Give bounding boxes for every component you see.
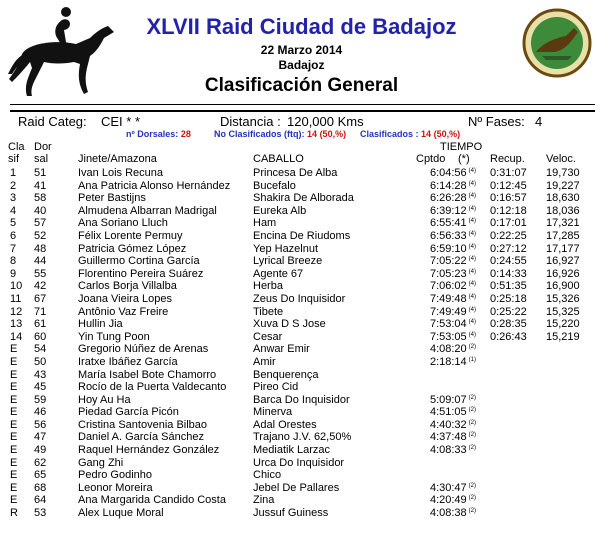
cell-clasif: 14 xyxy=(10,330,23,343)
cell-tiempo-value: 6:56:33 xyxy=(429,229,467,242)
table-row xyxy=(0,268,603,281)
cell-tiempo-note: (2) xyxy=(468,445,476,452)
clasificados-label: Clasificados : xyxy=(360,129,419,139)
cell-clasif: E xyxy=(10,368,18,381)
cell-jinete: Florentino Pereira Suárez xyxy=(78,267,204,280)
cell-tiempo-value: 4:37:48 xyxy=(429,431,467,444)
cell-veloc: 18,036 xyxy=(546,204,580,217)
col-header-recup: Recup. xyxy=(490,153,525,165)
cell-caballo: Eureka Alb xyxy=(253,204,307,217)
cell-tiempo-value: 7:53:05 xyxy=(429,330,467,343)
cell-jinete: Gregorio Núñez de Arenas xyxy=(78,343,209,356)
cell-tiempo-note: (4) xyxy=(468,268,476,275)
col-header-caballo: CABALLO xyxy=(253,153,304,165)
cell-clasif: 9 xyxy=(10,267,17,280)
col-header-veloc: Veloc. xyxy=(546,153,576,165)
cell-recup: 0:27:12 xyxy=(490,242,527,255)
cell-jinete: Rocío de la Puerta Valdecanto xyxy=(78,381,227,394)
table-row xyxy=(0,280,603,293)
cell-tiempo-note: (1) xyxy=(468,356,476,363)
cell-clasif: 1 xyxy=(10,167,17,179)
cell-clasif: 3 xyxy=(10,192,17,205)
col-header-sif: sif xyxy=(8,153,19,165)
cell-jinete: Patricia Gómez López xyxy=(78,242,187,255)
cell-jinete: Hoy Au Ha xyxy=(78,393,131,406)
cell-jinete: Yin Tung Poon xyxy=(78,330,150,343)
table-row xyxy=(0,306,603,319)
table-row xyxy=(0,419,603,432)
cell-caballo: Xuva D S Jose xyxy=(253,318,326,331)
table-row xyxy=(0,431,603,444)
cell-jinete: Piedad García Picón xyxy=(78,406,179,419)
cell-clasif: E xyxy=(10,494,18,507)
cell-jinete: Raquel Hernández González xyxy=(78,444,220,457)
cell-jinete: Hullin Jia xyxy=(78,318,123,331)
cell-clasif: E xyxy=(10,355,18,368)
cell-tiempo-note: (4) xyxy=(468,319,476,326)
cell-tiempo xyxy=(390,230,476,243)
cell-tiempo-note: (4) xyxy=(468,180,476,187)
results-table xyxy=(0,167,603,520)
cell-tiempo xyxy=(390,255,476,268)
table-row xyxy=(0,230,603,243)
cell-dorsal: 48 xyxy=(34,242,47,255)
table-row xyxy=(0,343,603,356)
cell-dorsal: 61 xyxy=(34,318,47,331)
cell-tiempo xyxy=(390,318,476,331)
cell-jinete: Guillermo Cortina García xyxy=(78,255,200,268)
table-row xyxy=(0,255,603,268)
table-row xyxy=(0,469,603,482)
cell-tiempo-note: (4) xyxy=(468,168,476,174)
col-header-cla: Cla xyxy=(8,141,25,153)
table-row xyxy=(0,192,603,205)
dorsales-label: nº Dorsales: xyxy=(126,129,179,139)
cell-jinete: Ivan Lois Recuna xyxy=(78,167,163,179)
cell-clasif: E xyxy=(10,469,18,482)
clasificados-count xyxy=(360,129,460,139)
cell-caballo: Agente 67 xyxy=(253,267,304,280)
col-header-tiempo: TIEMPO xyxy=(440,141,483,153)
cell-dorsal: 42 xyxy=(34,280,47,293)
cell-dorsal: 40 xyxy=(34,204,47,217)
table-row xyxy=(0,482,603,495)
cell-tiempo xyxy=(390,343,476,356)
cell-caballo: Bucefalo xyxy=(253,179,296,192)
cell-recup: 0:25:22 xyxy=(490,305,527,318)
cell-caballo: Barca Do Inquisidor xyxy=(253,393,350,406)
table-row xyxy=(0,217,603,230)
cell-tiempo-note: (4) xyxy=(468,256,476,263)
phases-value: 4 xyxy=(535,114,543,129)
cell-caballo: Anwar Emir xyxy=(253,343,310,356)
cell-tiempo-note: (4) xyxy=(468,230,476,237)
cell-caballo: Jebel De Pallares xyxy=(253,481,340,494)
cell-tiempo-note: (4) xyxy=(468,306,476,313)
cell-veloc: 18,630 xyxy=(546,192,580,205)
cell-recup: 0:28:35 xyxy=(490,318,527,331)
cell-dorsal: 52 xyxy=(34,229,47,242)
cell-tiempo xyxy=(390,469,476,482)
cell-tiempo xyxy=(390,192,476,205)
cell-clasif: E xyxy=(10,444,18,457)
cell-tiempo xyxy=(390,494,476,507)
cell-dorsal: 59 xyxy=(34,393,47,406)
cell-tiempo-note: (2) xyxy=(468,407,476,414)
cell-tiempo-value: 7:05:23 xyxy=(429,267,467,280)
cell-tiempo-value: 7:49:48 xyxy=(429,292,467,305)
cell-caballo: Minerva xyxy=(253,406,293,419)
cell-veloc: 16,900 xyxy=(546,280,580,293)
cell-tiempo-value: 4:40:32 xyxy=(429,418,467,431)
cell-tiempo-value: 6:14:28 xyxy=(429,179,467,192)
cell-clasif: E xyxy=(10,456,18,469)
cell-tiempo xyxy=(390,205,476,218)
dorsales-count xyxy=(126,129,191,139)
cell-caballo: Zeus Do Inquisidor xyxy=(253,292,346,305)
cell-tiempo-value: 4:30:47 xyxy=(429,481,467,494)
cell-caballo: Shakira De Alborada xyxy=(253,192,354,205)
col-header-dor: Dor xyxy=(34,141,52,153)
cell-tiempo xyxy=(390,381,476,394)
cell-dorsal: 53 xyxy=(34,507,47,520)
cell-tiempo-note: (2) xyxy=(468,432,476,439)
cell-tiempo xyxy=(390,293,476,306)
raid-category-value: CEI * * xyxy=(101,114,141,129)
cell-tiempo xyxy=(390,419,476,432)
cell-dorsal: 55 xyxy=(34,267,47,280)
cell-tiempo-value: 7:05:22 xyxy=(429,255,467,268)
cell-caballo: Herba xyxy=(253,280,283,293)
cell-clasif: R xyxy=(10,507,18,520)
cell-caballo: Princesa De Alba xyxy=(253,167,338,179)
cell-tiempo xyxy=(390,331,476,344)
cell-caballo: Mediatik Larzac xyxy=(253,444,331,457)
cell-clasif: E xyxy=(10,393,18,406)
cell-veloc: 15,325 xyxy=(546,305,580,318)
cell-recup: 0:24:55 xyxy=(490,255,527,268)
cell-jinete: Peter Bastijns xyxy=(78,192,146,205)
table-row xyxy=(0,205,603,218)
cell-jinete: María Isabel Bote Chamorro xyxy=(78,368,217,381)
cell-caballo: Pireo Cid xyxy=(253,381,299,394)
table-row xyxy=(0,381,603,394)
table-row xyxy=(0,293,603,306)
col-header-sal: sal xyxy=(34,153,49,165)
cell-caballo: Ham xyxy=(253,217,277,230)
cell-tiempo xyxy=(390,180,476,193)
cell-veloc: 15,220 xyxy=(546,318,580,331)
cell-tiempo-note: (2) xyxy=(468,394,476,401)
cell-clasif: 7 xyxy=(10,242,17,255)
cell-veloc: 15,326 xyxy=(546,292,580,305)
clasificados-percent: (50,%) xyxy=(433,129,461,139)
cell-caballo: Zina xyxy=(253,494,275,507)
cell-caballo: Benquerença xyxy=(253,368,319,381)
cell-tiempo xyxy=(390,268,476,281)
table-row xyxy=(0,369,603,382)
cell-tiempo-note: (4) xyxy=(468,281,476,288)
cell-dorsal: 57 xyxy=(34,217,47,230)
cell-clasif: 11 xyxy=(10,292,22,305)
cell-clasif: 6 xyxy=(10,229,17,242)
cell-recup: 0:17:01 xyxy=(490,217,527,230)
cell-clasif: E xyxy=(10,418,18,431)
divider xyxy=(10,104,595,105)
cell-dorsal: 46 xyxy=(34,406,47,419)
cell-tiempo-value: 5:09:07 xyxy=(429,393,467,406)
cell-caballo: Cesar xyxy=(253,330,283,343)
cell-tiempo xyxy=(390,406,476,419)
distance-value: 120,000 Kms xyxy=(287,114,364,129)
cell-clasif: E xyxy=(10,481,18,494)
cell-tiempo-value: 6:59:10 xyxy=(429,242,467,255)
cell-tiempo-note: (4) xyxy=(468,243,476,250)
cell-dorsal: 71 xyxy=(34,305,47,318)
cell-veloc: 17,177 xyxy=(546,242,580,255)
cell-jinete: Alex Luque Moral xyxy=(78,507,164,520)
cell-tiempo xyxy=(390,356,476,369)
cell-dorsal: 44 xyxy=(34,255,47,268)
cell-jinete: Antônio Vaz Freire xyxy=(78,305,169,318)
phases-label: Nº Fases: xyxy=(468,114,525,129)
cell-dorsal: 56 xyxy=(34,418,47,431)
cell-veloc: 19,730 xyxy=(546,167,580,179)
cell-dorsal: 58 xyxy=(34,192,47,205)
cell-recup: 0:14:33 xyxy=(490,267,527,280)
cell-tiempo-note: (2) xyxy=(468,495,476,502)
cell-veloc: 17,321 xyxy=(546,217,580,230)
cell-caballo: Amir xyxy=(253,355,276,368)
cell-dorsal: 60 xyxy=(34,330,47,343)
cell-jinete: Gang Zhi xyxy=(78,456,124,469)
cell-tiempo-value: 7:53:04 xyxy=(429,318,467,331)
table-row xyxy=(0,318,603,331)
cell-veloc: 19,227 xyxy=(546,179,580,192)
table-row xyxy=(0,494,603,507)
cell-caballo: Chico xyxy=(253,469,282,482)
cell-caballo: Tibete xyxy=(253,305,284,318)
cell-tiempo xyxy=(390,507,476,520)
cell-caballo: Lyrical Breeze xyxy=(253,255,323,268)
cell-dorsal: 50 xyxy=(34,355,47,368)
cell-recup: 0:25:18 xyxy=(490,292,527,305)
cell-tiempo-value: 6:55:41 xyxy=(429,217,467,230)
cell-jinete: Daniel A. García Sánchez xyxy=(78,431,204,444)
col-header-jinete: Jinete/Amazona xyxy=(78,153,157,165)
cell-dorsal: 41 xyxy=(34,179,47,192)
cell-recup: 0:31:07 xyxy=(490,167,527,179)
divider xyxy=(10,110,595,112)
cell-jinete: Almudena Albarran Madrigal xyxy=(78,204,217,217)
cell-clasif: 13 xyxy=(10,318,23,331)
cell-veloc: 17,285 xyxy=(546,229,580,242)
cell-tiempo xyxy=(390,394,476,407)
cell-recup: 0:16:57 xyxy=(490,192,527,205)
table-row xyxy=(0,356,603,369)
table-row xyxy=(0,167,603,180)
cell-dorsal: 43 xyxy=(34,368,47,381)
cell-dorsal: 51 xyxy=(34,167,47,179)
cell-dorsal: 64 xyxy=(34,494,47,507)
raid-category-label: Raid Categ: xyxy=(18,114,87,129)
cell-jinete: Cristina Santovenia Bilbao xyxy=(78,418,208,431)
cell-tiempo xyxy=(390,280,476,293)
cell-tiempo-note: (2) xyxy=(468,482,476,489)
cell-recup: 0:51:35 xyxy=(490,280,527,293)
cell-clasif: 10 xyxy=(10,280,23,293)
cell-clasif: E xyxy=(10,431,18,444)
no-clasificados-value: 14 xyxy=(307,129,318,139)
cell-tiempo-note: (4) xyxy=(468,293,476,300)
cell-tiempo-note: (4) xyxy=(468,205,476,212)
cell-tiempo-value: 4:51:05 xyxy=(429,406,467,419)
cell-tiempo xyxy=(390,243,476,256)
col-header-star: (*) xyxy=(458,153,470,165)
cell-veloc: 15,219 xyxy=(546,330,580,343)
no-clasificados-percent: (50,%) xyxy=(319,129,347,139)
cell-jinete: Leonor Moreira xyxy=(78,481,153,494)
cell-clasif: 5 xyxy=(10,217,17,230)
cell-tiempo-value: 7:06:02 xyxy=(429,280,467,293)
cell-dorsal: 54 xyxy=(34,343,47,356)
no-clasificados-count xyxy=(214,129,346,139)
cell-recup: 0:26:43 xyxy=(490,330,527,343)
classification-title: Clasificación General xyxy=(204,75,399,96)
cell-veloc: 16,927 xyxy=(546,255,580,268)
cell-tiempo-value: 6:04:56 xyxy=(429,167,467,179)
cell-recup: 0:22:25 xyxy=(490,229,527,242)
cell-tiempo-note: (2) xyxy=(468,508,476,515)
distance-label: Distancia : xyxy=(220,114,281,129)
cell-tiempo xyxy=(390,306,476,319)
table-row xyxy=(0,444,603,457)
cell-tiempo-value: 7:49:49 xyxy=(429,305,467,318)
cell-jinete: Iratxe Ibáñez García xyxy=(78,355,178,368)
cell-jinete: Pedro Godinho xyxy=(78,469,152,482)
cell-clasif: 4 xyxy=(10,204,17,217)
event-date: 22 Marzo 2014 xyxy=(260,43,343,57)
table-row xyxy=(0,331,603,344)
cell-tiempo xyxy=(390,482,476,495)
cell-caballo: Jussuf Guiness xyxy=(253,507,329,520)
cell-tiempo xyxy=(390,167,476,180)
cell-tiempo-value: 4:08:38 xyxy=(429,507,467,520)
table-row xyxy=(0,243,603,256)
cell-tiempo-note: (4) xyxy=(468,218,476,225)
cell-dorsal: 49 xyxy=(34,444,47,457)
dorsales-value: 28 xyxy=(180,129,191,139)
cell-tiempo xyxy=(390,444,476,457)
cell-tiempo-value: 4:20:49 xyxy=(429,494,467,507)
cell-tiempo-value: 6:26:28 xyxy=(429,192,467,205)
cell-dorsal: 45 xyxy=(34,381,47,394)
table-row xyxy=(0,406,603,419)
cell-recup: 0:12:18 xyxy=(490,204,527,217)
table-row xyxy=(0,507,603,520)
cell-caballo: Urca Do Inquisidor xyxy=(253,456,345,469)
cell-tiempo-note: (4) xyxy=(468,331,476,338)
table-row xyxy=(0,180,603,193)
cell-tiempo-value: 6:39:12 xyxy=(429,204,467,217)
cell-jinete: Ana Margarida Candido Costa xyxy=(78,494,226,507)
no-clasificados-label: No Clasificados (ftq): xyxy=(214,129,305,139)
cell-dorsal: 62 xyxy=(34,456,47,469)
cell-clasif: E xyxy=(10,343,18,356)
cell-caballo: Trajano J.V. 62,50% xyxy=(253,431,352,444)
clasificados-value: 14 xyxy=(421,129,432,139)
col-header-cptdo: Cptdo xyxy=(416,153,446,165)
cell-jinete: Ana Soriano Lluch xyxy=(78,217,168,230)
cell-clasif: 2 xyxy=(10,179,17,192)
cell-dorsal: 67 xyxy=(34,292,47,305)
cell-tiempo xyxy=(390,431,476,444)
cell-tiempo-note: (4) xyxy=(468,193,476,200)
cell-tiempo xyxy=(390,457,476,470)
cell-caballo: Yep Hazelnut xyxy=(253,242,319,255)
cell-caballo: Adal Orestes xyxy=(253,418,317,431)
cell-dorsal: 68 xyxy=(34,481,47,494)
cell-tiempo xyxy=(390,369,476,382)
cell-clasif: E xyxy=(10,381,18,394)
cell-clasif: E xyxy=(10,406,18,419)
table-row xyxy=(0,457,603,470)
cell-jinete: Ana Patricia Alonso Hernández xyxy=(78,179,231,192)
cell-recup: 0:12:45 xyxy=(490,179,527,192)
cell-dorsal: 47 xyxy=(34,431,47,444)
cell-tiempo-value: 4:08:33 xyxy=(429,444,467,457)
table-row xyxy=(0,394,603,407)
cell-tiempo xyxy=(390,217,476,230)
cell-clasif: 8 xyxy=(10,255,17,268)
event-city: Badajoz xyxy=(278,58,325,72)
cell-tiempo-note: (2) xyxy=(468,344,476,351)
cell-jinete: Joana Vieira Lopes xyxy=(78,292,172,305)
cell-clasif: 12 xyxy=(10,305,23,318)
cell-tiempo-value: 4:08:20 xyxy=(429,343,467,356)
cell-dorsal: 65 xyxy=(34,469,47,482)
page-title: XLVII Raid Ciudad de Badajoz xyxy=(146,14,457,39)
cell-veloc: 16,926 xyxy=(546,267,580,280)
cell-jinete: Carlos Borja Villalba xyxy=(78,280,177,293)
cell-tiempo-value: 2:18:14 xyxy=(429,355,467,368)
cell-jinete: Félix Lorente Permuy xyxy=(78,229,183,242)
cell-tiempo-note: (2) xyxy=(468,419,476,426)
cell-caballo: Encina De Riudoms xyxy=(253,229,351,242)
